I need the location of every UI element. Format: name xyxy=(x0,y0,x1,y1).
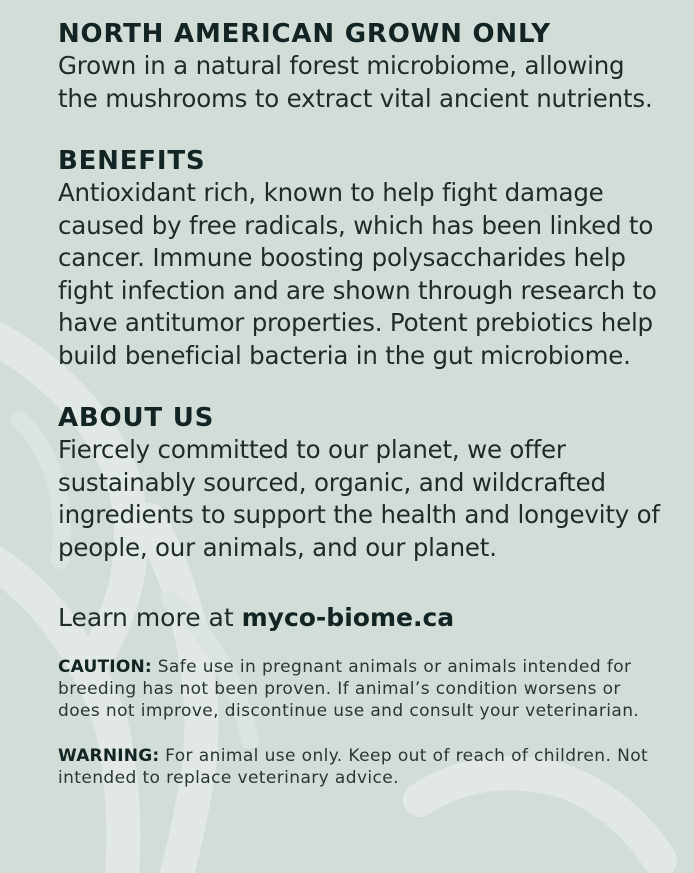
origin-section xyxy=(58,18,664,115)
caution-label: CAUTION: xyxy=(58,657,152,677)
learn-more-prefix: Learn more at xyxy=(58,603,242,632)
about-section xyxy=(58,402,664,564)
origin-heading: NORTH AMERICAN GROWN ONLY xyxy=(58,19,551,49)
benefits-heading: BENEFITS xyxy=(58,146,206,176)
caution-notice xyxy=(58,656,664,722)
caution-text: Safe use in pregnant animals or animals intended for breeding has not been proven. If animal’s condition worsens or does not improve, discontinue use and consult your veterinarian. xyxy=(58,657,640,721)
learn-more-line xyxy=(58,602,664,634)
benefits-section xyxy=(58,145,664,372)
about-text: Fiercely committed to our planet, we offer sustainably sourced, organic, and wildcrafted ingredients to support the health and longevity of people, our animals, and our planet. xyxy=(58,435,660,562)
origin-text: Grown in a natural forest microbiome, allowing the mushrooms to extract vital ancient nutrients. xyxy=(58,51,653,113)
website-link[interactable]: myco-biome.ca xyxy=(241,603,455,632)
warning-text: For animal use only. Keep out of reach of children. Not intended to replace veterinary advice. xyxy=(58,746,649,788)
benefits-text: Antioxidant rich, known to help fight damage caused by free radicals, which has been linked to cancer. Immune boosting polysaccharides help fight infection and are shown through research to have antitumor properties. Potent prebiotics help build beneficial bacteria in the gut microbiome. xyxy=(58,178,657,370)
about-heading: ABOUT US xyxy=(58,403,215,433)
warning-label: WARNING: xyxy=(58,746,160,766)
warning-notice xyxy=(58,745,664,789)
